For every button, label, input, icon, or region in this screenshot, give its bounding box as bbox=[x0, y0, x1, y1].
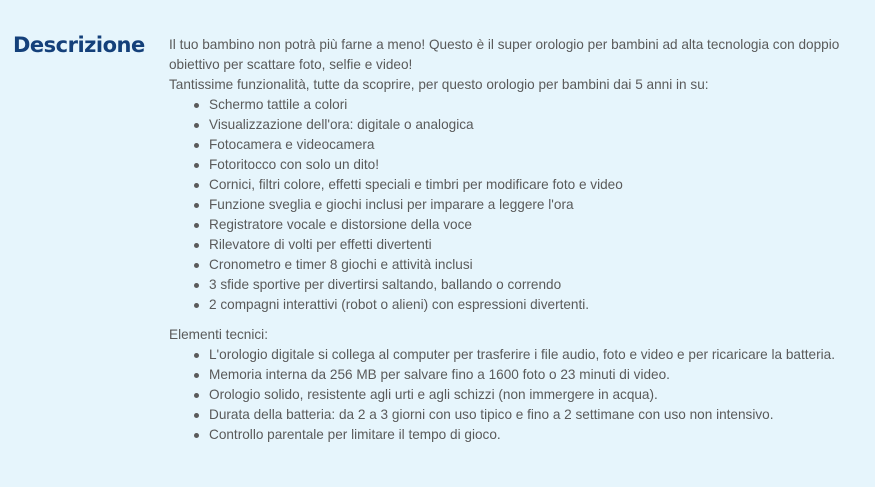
bullet-icon bbox=[194, 303, 199, 308]
technical-heading: Elementi tecnici: bbox=[169, 327, 268, 342]
bullet-icon bbox=[194, 143, 199, 148]
bullet-icon bbox=[194, 203, 199, 208]
bullet-icon bbox=[194, 163, 199, 168]
list-item bbox=[209, 155, 859, 175]
technical-list bbox=[169, 345, 859, 445]
list-item bbox=[209, 365, 859, 385]
description-body bbox=[169, 35, 859, 445]
list-item bbox=[209, 295, 859, 315]
bullet-icon bbox=[194, 433, 199, 438]
list-item-text: Cornici, filtri colore, effetti speciali e timbri per modificare foto e video bbox=[209, 177, 623, 192]
list-item bbox=[209, 345, 859, 365]
list-item bbox=[209, 425, 859, 445]
list-item bbox=[209, 405, 859, 425]
list-item bbox=[209, 255, 859, 275]
list-item-text: Rilevatore di volti per effetti divertenti bbox=[209, 237, 432, 252]
list-item-text: 3 sfide sportive per divertirsi saltando, ballando o correndo bbox=[209, 277, 562, 292]
bullet-icon bbox=[194, 283, 199, 288]
list-item-text: Cronometro e timer 8 giochi e attività inclusi bbox=[209, 257, 473, 272]
list-item-text: Durata della batteria: da 2 a 3 giorni con uso tipico e fino a 2 settimane con uso non intensivo. bbox=[209, 407, 774, 422]
list-item bbox=[209, 115, 859, 135]
list-item bbox=[209, 175, 859, 195]
bullet-icon bbox=[194, 393, 199, 398]
section-title: Descrizione bbox=[13, 33, 145, 57]
list-item bbox=[209, 135, 859, 155]
list-item bbox=[209, 275, 859, 295]
bullet-icon bbox=[194, 223, 199, 228]
list-item-text: Fotoritocco con solo un dito! bbox=[209, 157, 380, 172]
list-item-text: Controllo parentale per limitare il tempo di gioco. bbox=[209, 427, 501, 442]
list-item-text: Funzione sveglia e giochi inclusi per imparare a leggere l'ora bbox=[209, 197, 574, 212]
bullet-icon bbox=[194, 413, 199, 418]
list-item-text: Schermo tattile a colori bbox=[209, 97, 348, 112]
list-item-text: Memoria interna da 256 MB per salvare fino a 1600 foto o 23 minuti di video. bbox=[209, 367, 670, 382]
feature-list bbox=[169, 95, 859, 315]
bullet-icon bbox=[194, 103, 199, 108]
bullet-icon bbox=[194, 353, 199, 358]
list-item-text: Visualizzazione dell'ora: digitale o analogica bbox=[209, 117, 474, 132]
list-item bbox=[209, 385, 859, 405]
bullet-icon bbox=[194, 263, 199, 268]
list-item-text: L'orologio digitale si collega al computer per trasferire i file audio, foto e video e per ricaricare la batteria. bbox=[209, 347, 835, 362]
list-item-text: Registratore vocale e distorsione della voce bbox=[209, 217, 472, 232]
bullet-icon bbox=[194, 373, 199, 378]
list-item-text: Fotocamera e videocamera bbox=[209, 137, 375, 152]
bullet-icon bbox=[194, 243, 199, 248]
intro-text: Il tuo bambino non potrà più farne a meno! Questo è il super orologio per bambini ad alta tecnologia con doppio obiettivo per scattare foto, selfie e video! bbox=[169, 37, 840, 72]
list-item bbox=[209, 235, 859, 255]
bullet-icon bbox=[194, 183, 199, 188]
list-item bbox=[209, 95, 859, 115]
list-item bbox=[209, 215, 859, 235]
list-item-text: Orologio solido, resistente agli urti e agli schizzi (non immergere in acqua). bbox=[209, 387, 658, 402]
list-item-text: 2 compagni interattivi (robot o alieni) con espressioni divertenti. bbox=[209, 297, 590, 312]
list-item bbox=[209, 195, 859, 215]
bullet-icon bbox=[194, 123, 199, 128]
intro-subtext: Tantissime funzionalità, tutte da scoprire, per questo orologio per bambini dai 5 anni in su: bbox=[169, 77, 709, 92]
